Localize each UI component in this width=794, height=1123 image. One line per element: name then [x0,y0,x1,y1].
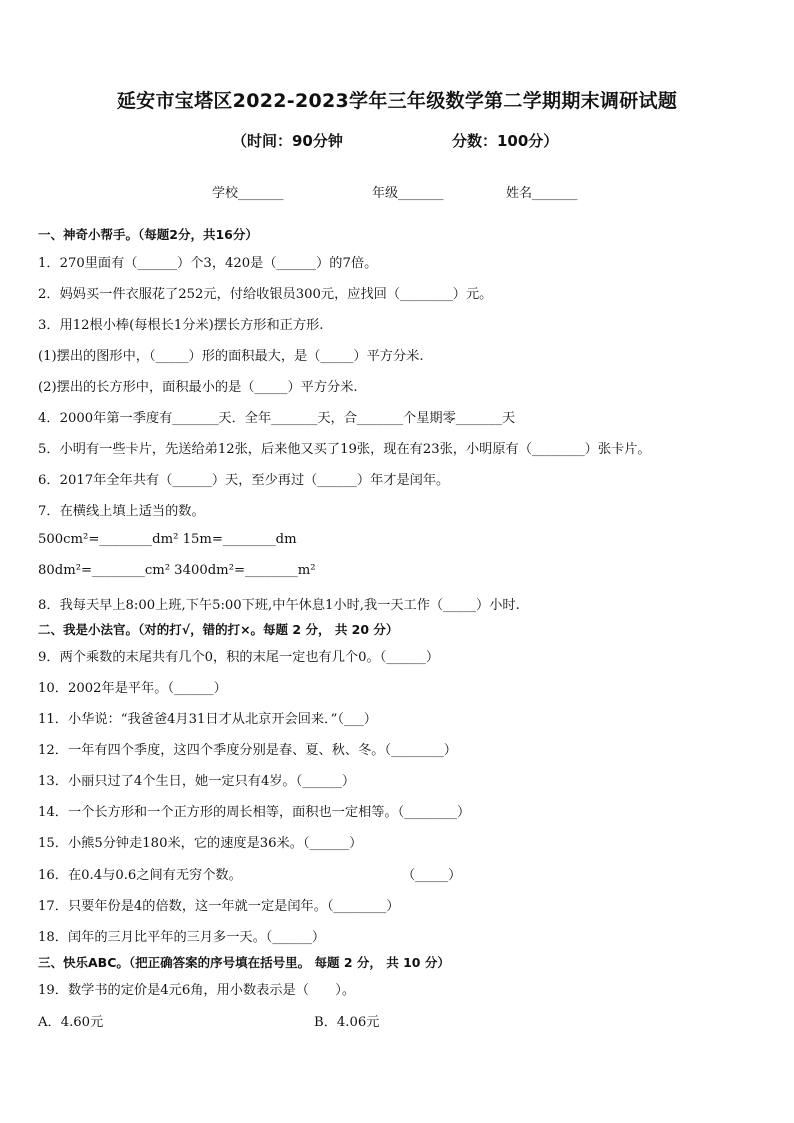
exam-time: （时间：90分钟 [232,132,343,150]
question-15: 15．小熊5分钟走180米，它的速度是36米。（______） [38,836,363,851]
question-6: 6．2017年全年共有（______）天，至少再过（______）年才是闰年。 [38,473,450,488]
question-7-row-2: 80dm²=________cm² 3400dm²=________m² [38,563,316,578]
question-16: 16．在0.4与0.6之间有无穷个数。 [38,868,242,883]
question-7: 7．在横线上填上适当的数。 [38,504,205,519]
question-14: 14．一个长方形和一个正方形的周长相等，面积也一定相等。（________） [38,805,471,820]
question-9: 9．两个乘数的末尾共有几个0，积的末尾一定也有几个0。（______） [38,650,440,665]
question-17: 17．只要年份是4的倍数，这一年就一定是闰年。（________） [38,899,400,914]
school-field: 学校_______ [212,186,284,201]
question-12: 12．一年有四个季度，这四个季度分别是春、夏、秋、冬。（________） [38,743,457,758]
question-2: 2．妈妈买一件衣服花了252元，付给收银员300元，应找回（________）元。 [38,287,493,302]
question-13: 13．小丽只过了4个生日，她一定只有4岁。（______） [38,774,356,789]
question-5: 5．小明有一些卡片，先送给弟12张，后来他又买了19张，现在有23张，小明原有（________）张卡片。 [38,442,651,457]
question-18: 18．闰年的三月比平年的三月多一天。（______） [38,930,326,945]
grade-field: 年级_______ [372,186,444,201]
question-11: 11．小华说：“我爸爸4月31日才从北京开会回来．”（___） [38,712,377,727]
question-19: 19．数学书的定价是4元6角，用小数表示是（ ）。 [38,983,356,998]
exam-title: 延安市宝塔区2022-2023学年三年级数学第二学期期末调研试题 [116,90,678,112]
section-3-heading: 三、快乐ABC。（把正确答案的序号填在括号里。 每题 2 分， 共 10 分） [38,955,450,970]
section-1-heading: 一、神奇小帮手。（每题2分，共16分） [38,227,258,242]
option-b: B．4.06元 [314,1015,380,1030]
question-7-row-1: 500cm²=________dm² 15m=________dm [38,532,297,547]
question-4: 4．2000年第一季度有_______天．全年_______天，合_______个星期零_______天 [38,411,516,426]
question-3-part-1: (1)摆出的图形中，（_____）形的面积最大，是（_____）平方分米. [38,349,424,364]
question-1: 1．270里面有（______）个3，420是（______）的7倍。 [38,256,378,271]
exam-score: 分数：100分） [452,132,559,150]
name-field: 姓名_______ [506,186,578,201]
question-8: 8．我每天早上8:00上班,下午5:00下班,中午休息1小时,我一天工作（_____）小时. [38,598,520,613]
option-a: A．4.60元 [38,1015,104,1030]
question-3: 3．用12根小棒(每根长1分米)摆长方形和正方形. [38,318,324,333]
question-10: 10．2002年是平年。（______） [38,681,227,696]
question-3-part-2: (2)摆出的长方形中，面积最小的是（_____）平方分米. [38,380,358,395]
section-2-heading: 二、我是小法官。（对的打√，错的打×。每题 2 分， 共 20 分） [38,622,399,637]
question-16-answer-blank: （_____） [402,868,462,883]
